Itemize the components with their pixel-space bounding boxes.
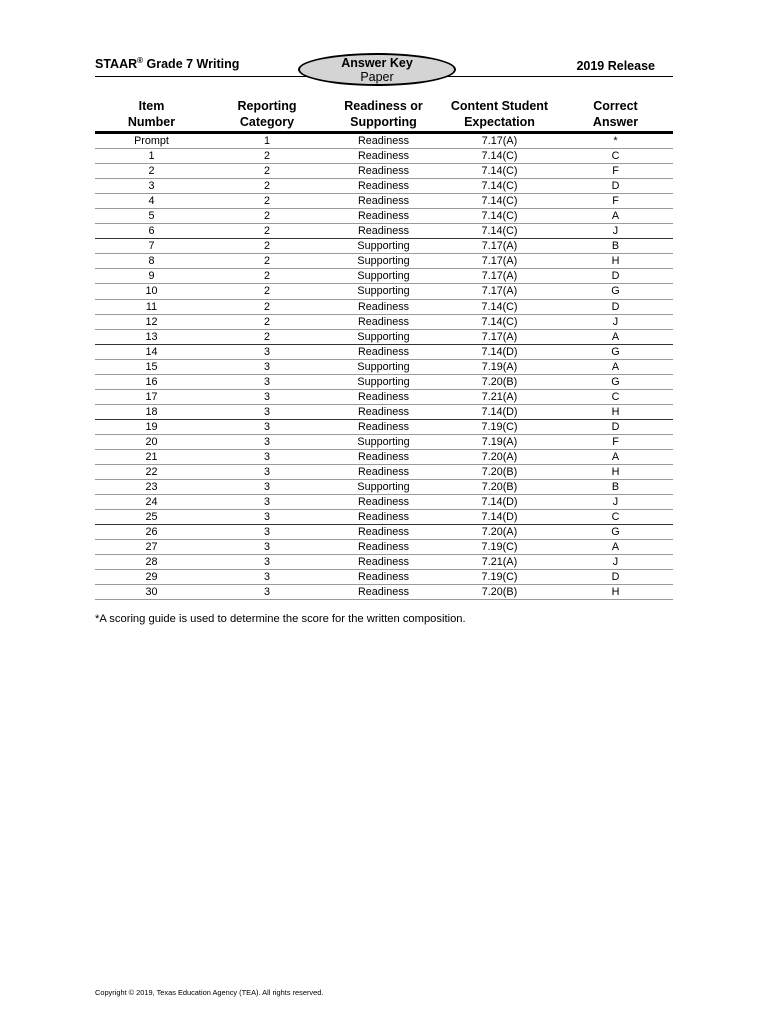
expectation-cell: 7.14(D) <box>441 510 558 525</box>
item-number-cell: 6 <box>95 224 208 239</box>
col-header-line: Supporting <box>350 115 417 129</box>
reporting-category-cell: 2 <box>208 209 326 224</box>
item-number-cell: 7 <box>95 239 208 254</box>
item-number-cell: 14 <box>95 344 208 359</box>
reporting-category-cell: 3 <box>208 570 326 585</box>
col-header-line: Category <box>239 115 295 129</box>
correct-answer-cell: D <box>558 419 673 434</box>
readiness-cell: Readiness <box>326 389 441 404</box>
item-number-cell: 24 <box>95 495 208 510</box>
col-header-item-number <box>95 98 208 133</box>
table-row <box>95 389 673 404</box>
readiness-cell: Supporting <box>326 434 441 449</box>
expectation-cell: 7.20(B) <box>441 480 558 495</box>
readiness-cell: Readiness <box>326 149 441 164</box>
readiness-cell: Readiness <box>326 570 441 585</box>
readiness-cell: Readiness <box>326 179 441 194</box>
reporting-category-cell: 2 <box>208 284 326 299</box>
correct-answer-cell: F <box>558 194 673 209</box>
expectation-cell: 7.14(D) <box>441 404 558 419</box>
reporting-category-cell: 3 <box>208 404 326 419</box>
table-row <box>95 465 673 480</box>
reporting-category-cell: 2 <box>208 269 326 284</box>
item-number-cell: 15 <box>95 359 208 374</box>
title-rest: Grade 7 Writing <box>143 57 240 71</box>
readiness-cell: Readiness <box>326 419 441 434</box>
readiness-cell: Readiness <box>326 585 441 600</box>
correct-answer-cell: D <box>558 179 673 194</box>
col-header-line: Readiness or <box>344 99 423 113</box>
table-row <box>95 209 673 224</box>
reporting-category-cell: 3 <box>208 434 326 449</box>
col-header-line: Correct <box>593 99 638 113</box>
correct-answer-cell: B <box>558 239 673 254</box>
expectation-cell: 7.14(C) <box>441 179 558 194</box>
readiness-cell: Readiness <box>326 344 441 359</box>
readiness-cell: Supporting <box>326 239 441 254</box>
item-number-cell: 28 <box>95 555 208 570</box>
item-number-cell: 26 <box>95 525 208 540</box>
reporting-category-cell: 3 <box>208 449 326 464</box>
table-row <box>95 540 673 555</box>
col-header-readiness <box>326 98 441 133</box>
table-row <box>95 449 673 464</box>
item-number-cell: 11 <box>95 299 208 314</box>
item-number-cell: 23 <box>95 480 208 495</box>
readiness-cell: Readiness <box>326 540 441 555</box>
table-row <box>95 359 673 374</box>
expectation-cell: 7.20(A) <box>441 525 558 540</box>
readiness-cell: Supporting <box>326 284 441 299</box>
reporting-category-cell: 3 <box>208 495 326 510</box>
readiness-cell: Supporting <box>326 359 441 374</box>
col-header-line: Content Student <box>450 99 549 113</box>
correct-answer-cell: J <box>558 314 673 329</box>
expectation-cell: 7.14(C) <box>441 194 558 209</box>
table-row <box>95 495 673 510</box>
readiness-cell: Supporting <box>326 329 441 344</box>
readiness-cell: Readiness <box>326 194 441 209</box>
table-row <box>95 570 673 585</box>
table-row <box>95 510 673 525</box>
readiness-cell: Readiness <box>326 510 441 525</box>
expectation-cell: 7.19(A) <box>441 434 558 449</box>
correct-answer-cell: A <box>558 359 673 374</box>
expectation-cell: 7.14(C) <box>441 314 558 329</box>
table-row <box>95 269 673 284</box>
table-row <box>95 299 673 314</box>
expectation-cell: 7.14(C) <box>441 149 558 164</box>
correct-answer-cell: J <box>558 224 673 239</box>
reporting-category-cell: 3 <box>208 374 326 389</box>
item-number-cell: 10 <box>95 284 208 299</box>
col-header-line: Number <box>127 115 176 129</box>
table-row <box>95 254 673 269</box>
footnote: *A scoring guide is used to determine the score for the written composition. <box>95 613 466 625</box>
table-row <box>95 179 673 194</box>
reporting-category-cell: 2 <box>208 194 326 209</box>
correct-answer-cell: B <box>558 480 673 495</box>
readiness-cell: Readiness <box>326 314 441 329</box>
table-row <box>95 344 673 359</box>
correct-answer-cell: D <box>558 570 673 585</box>
reporting-category-cell: 1 <box>208 133 326 149</box>
item-number-cell: 19 <box>95 419 208 434</box>
reporting-category-cell: 2 <box>208 239 326 254</box>
copyright-notice: Copyright © 2019, Texas Education Agency (TEA). All rights reserved. <box>95 988 324 997</box>
expectation-cell: 7.17(A) <box>441 254 558 269</box>
col-header-reporting-category <box>208 98 326 133</box>
item-number-cell: 1 <box>95 149 208 164</box>
readiness-cell: Supporting <box>326 374 441 389</box>
correct-answer-cell: A <box>558 449 673 464</box>
correct-answer-cell: G <box>558 284 673 299</box>
item-number-cell: 25 <box>95 510 208 525</box>
correct-answer-cell: J <box>558 555 673 570</box>
item-number-cell: 29 <box>95 570 208 585</box>
table-row <box>95 149 673 164</box>
answer-key-badge <box>298 53 456 86</box>
table-row <box>95 374 673 389</box>
item-number-cell: 16 <box>95 374 208 389</box>
badge-line-2: Paper <box>360 69 394 84</box>
correct-answer-cell: F <box>558 164 673 179</box>
reporting-category-cell: 3 <box>208 540 326 555</box>
expectation-cell: 7.19(C) <box>441 570 558 585</box>
title-text: STAAR <box>95 57 138 71</box>
expectation-cell: 7.14(C) <box>441 299 558 314</box>
expectation-cell: 7.20(B) <box>441 465 558 480</box>
item-number-cell: Prompt <box>95 133 208 149</box>
readiness-cell: Readiness <box>326 299 441 314</box>
col-header-line: Answer <box>592 115 639 129</box>
table-row <box>95 133 673 149</box>
correct-answer-cell: H <box>558 404 673 419</box>
table-row <box>95 314 673 329</box>
table-row <box>95 284 673 299</box>
expectation-cell: 7.14(C) <box>441 164 558 179</box>
expectation-cell: 7.19(A) <box>441 359 558 374</box>
expectation-cell: 7.20(A) <box>441 449 558 464</box>
reporting-category-cell: 2 <box>208 329 326 344</box>
expectation-cell: 7.20(B) <box>441 585 558 600</box>
table-row <box>95 525 673 540</box>
table-row <box>95 419 673 434</box>
item-number-cell: 4 <box>95 194 208 209</box>
readiness-cell: Readiness <box>326 224 441 239</box>
reporting-category-cell: 3 <box>208 419 326 434</box>
readiness-cell: Supporting <box>326 254 441 269</box>
table-row <box>95 585 673 600</box>
readiness-cell: Readiness <box>326 495 441 510</box>
item-number-cell: 30 <box>95 585 208 600</box>
correct-answer-cell: * <box>558 133 673 149</box>
expectation-cell: 7.20(B) <box>441 374 558 389</box>
col-header-line: Reporting <box>237 99 297 113</box>
correct-answer-cell: G <box>558 344 673 359</box>
correct-answer-cell: J <box>558 495 673 510</box>
release-label: 2019 Release <box>576 59 655 73</box>
document-title <box>95 57 239 71</box>
col-header-correct-answer <box>558 98 673 133</box>
answer-key-table <box>95 98 673 600</box>
readiness-cell: Readiness <box>326 209 441 224</box>
table-row <box>95 329 673 344</box>
reporting-category-cell: 2 <box>208 254 326 269</box>
correct-answer-cell: F <box>558 434 673 449</box>
item-number-cell: 20 <box>95 434 208 449</box>
correct-answer-cell: C <box>558 149 673 164</box>
reporting-category-cell: 3 <box>208 525 326 540</box>
reporting-category-cell: 2 <box>208 224 326 239</box>
reporting-category-cell: 2 <box>208 179 326 194</box>
expectation-cell: 7.17(A) <box>441 239 558 254</box>
correct-answer-cell: D <box>558 299 673 314</box>
reporting-category-cell: 3 <box>208 465 326 480</box>
readiness-cell: Supporting <box>326 480 441 495</box>
correct-answer-cell: D <box>558 269 673 284</box>
item-number-cell: 22 <box>95 465 208 480</box>
table-row <box>95 164 673 179</box>
correct-answer-cell: A <box>558 540 673 555</box>
correct-answer-cell: G <box>558 374 673 389</box>
correct-answer-cell: A <box>558 329 673 344</box>
reporting-category-cell: 2 <box>208 164 326 179</box>
readiness-cell: Supporting <box>326 269 441 284</box>
reporting-category-cell: 3 <box>208 555 326 570</box>
readiness-cell: Readiness <box>326 404 441 419</box>
correct-answer-cell: G <box>558 525 673 540</box>
item-number-cell: 27 <box>95 540 208 555</box>
reporting-category-cell: 3 <box>208 585 326 600</box>
item-number-cell: 8 <box>95 254 208 269</box>
expectation-cell: 7.14(C) <box>441 209 558 224</box>
item-number-cell: 17 <box>95 389 208 404</box>
correct-answer-cell: H <box>558 254 673 269</box>
table-body <box>95 133 673 600</box>
reporting-category-cell: 3 <box>208 389 326 404</box>
reporting-category-cell: 2 <box>208 299 326 314</box>
expectation-cell: 7.14(D) <box>441 344 558 359</box>
reporting-category-cell: 3 <box>208 359 326 374</box>
table-header-row <box>95 98 673 133</box>
item-number-cell: 13 <box>95 329 208 344</box>
expectation-cell: 7.17(A) <box>441 269 558 284</box>
col-header-line: Item <box>138 99 165 113</box>
correct-answer-cell: C <box>558 389 673 404</box>
reporting-category-cell: 2 <box>208 149 326 164</box>
reporting-category-cell: 3 <box>208 510 326 525</box>
reporting-category-cell: 2 <box>208 314 326 329</box>
col-header-expectation <box>441 98 558 133</box>
item-number-cell: 21 <box>95 449 208 464</box>
reporting-category-cell: 3 <box>208 480 326 495</box>
expectation-cell: 7.19(C) <box>441 419 558 434</box>
readiness-cell: Readiness <box>326 164 441 179</box>
registered-mark: ® <box>137 56 144 65</box>
table-row <box>95 239 673 254</box>
expectation-cell: 7.21(A) <box>441 555 558 570</box>
expectation-cell: 7.14(C) <box>441 224 558 239</box>
table-row <box>95 480 673 495</box>
table-row <box>95 555 673 570</box>
correct-answer-cell: H <box>558 585 673 600</box>
expectation-cell: 7.17(A) <box>441 284 558 299</box>
expectation-cell: 7.17(A) <box>441 329 558 344</box>
readiness-cell: Readiness <box>326 465 441 480</box>
table-row <box>95 404 673 419</box>
readiness-cell: Readiness <box>326 555 441 570</box>
item-number-cell: 3 <box>95 179 208 194</box>
correct-answer-cell: A <box>558 209 673 224</box>
col-header-line: Expectation <box>464 115 535 129</box>
item-number-cell: 2 <box>95 164 208 179</box>
readiness-cell: Readiness <box>326 449 441 464</box>
table-row <box>95 434 673 449</box>
correct-answer-cell: C <box>558 510 673 525</box>
table-row <box>95 194 673 209</box>
reporting-category-cell: 3 <box>208 344 326 359</box>
correct-answer-cell: H <box>558 465 673 480</box>
item-number-cell: 12 <box>95 314 208 329</box>
item-number-cell: 18 <box>95 404 208 419</box>
item-number-cell: 5 <box>95 209 208 224</box>
readiness-cell: Readiness <box>326 133 441 149</box>
expectation-cell: 7.19(C) <box>441 540 558 555</box>
expectation-cell: 7.17(A) <box>441 133 558 149</box>
badge-line-1: Answer Key <box>341 55 413 70</box>
expectation-cell: 7.21(A) <box>441 389 558 404</box>
table-row <box>95 224 673 239</box>
readiness-cell: Readiness <box>326 525 441 540</box>
page-header <box>95 50 673 84</box>
item-number-cell: 9 <box>95 269 208 284</box>
expectation-cell: 7.14(D) <box>441 495 558 510</box>
